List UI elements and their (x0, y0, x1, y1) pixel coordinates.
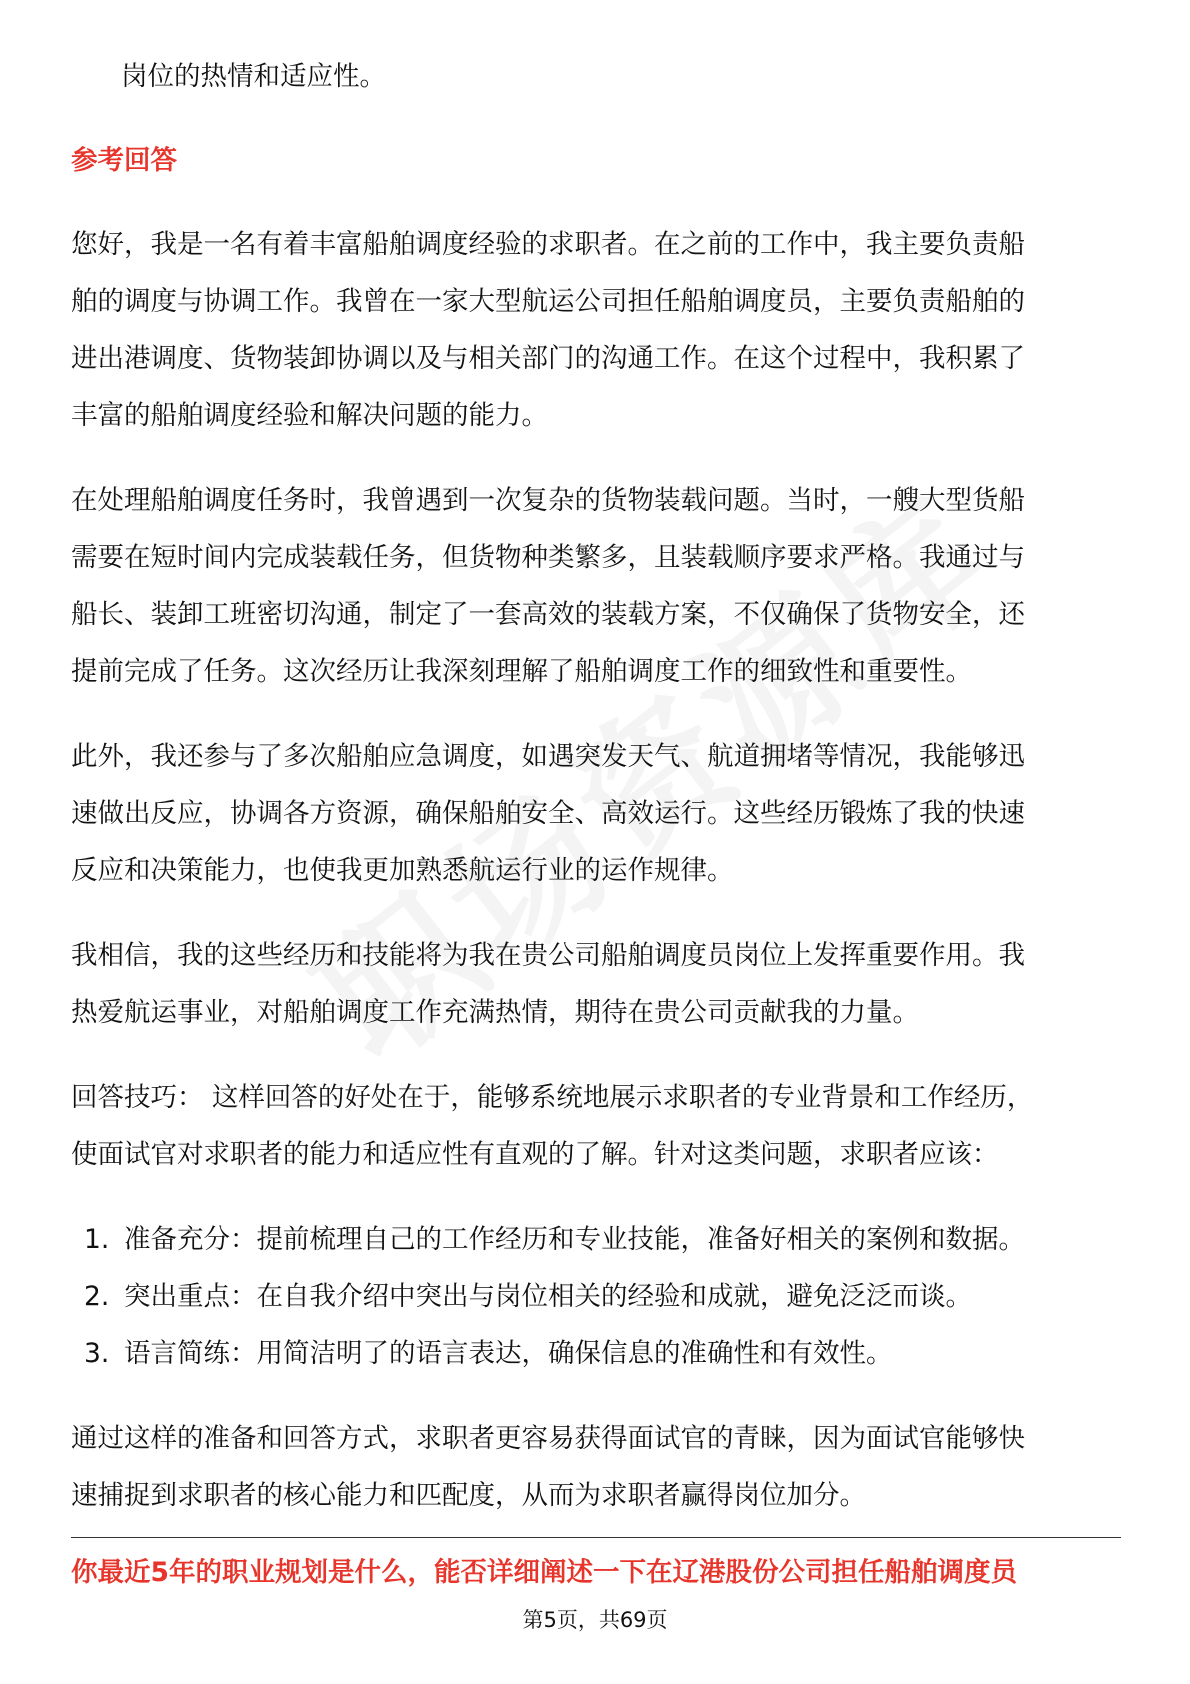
intro-continuation: 岗位的热情和适应性。 (121, 61, 386, 92)
page-number: 第5页，共69页 (522, 1608, 668, 1632)
paragraph-line: 提前完成了任务。这次经历让我深刻理解了船舶调度工作的细致性和重要性。 (71, 656, 972, 687)
paragraph-line: 船长、装卸工班密切沟通，制定了一套高效的装载方案，不仅确保了货物安全，还 (71, 599, 1025, 630)
list-item-number: 2. (84, 1281, 110, 1312)
paragraph-line: 反应和决策能力，也使我更加熟悉航运行业的运作规律。 (71, 855, 734, 886)
paragraph-line: 此外，我还参与了多次船舶应急调度，如遇突发天气、航道拥堵等情况，我能够迅 (71, 741, 1025, 772)
list-item (71, 1211, 1121, 1268)
list-item (71, 1325, 1121, 1382)
next-question-heading: 你最近5年的职业规划是什么，能否详细阐述一下在辽港股份公司担任船舶调度员 (71, 1557, 1017, 1588)
paragraph-line: 回答技巧： 这样回答的好处在于，能够系统地展示求职者的专业背景和工作经历， (71, 1082, 1034, 1113)
answer-tips-paragraph (71, 1069, 1121, 1183)
paragraph-line: 进出港调度、货物装卸协调以及与相关部门的沟通工作。在这个过程中，我积累了 (71, 343, 1025, 374)
answer-heading: 参考回答 (71, 145, 177, 176)
tips-list (71, 1211, 1121, 1382)
paragraph-line: 通过这样的准备和回答方式，求职者更容易获得面试官的青睐，因为面试官能够快 (71, 1423, 1025, 1454)
answer-paragraph-1 (71, 216, 1121, 444)
list-item-text: 突出重点：在自我介绍中突出与岗位相关的经验和成就，避免泛泛而谈。 (124, 1281, 972, 1312)
answer-paragraph-4 (71, 927, 1121, 1041)
list-item (71, 1268, 1121, 1325)
paragraph-line: 我相信，我的这些经历和技能将为我在贵公司船舶调度员岗位上发挥重要作用。我 (71, 940, 1025, 971)
paragraph-line: 速做出反应，协调各方资源，确保船舶安全、高效运行。这些经历锻炼了我的快速 (71, 798, 1025, 829)
paragraph-line: 速捕捉到求职者的核心能力和匹配度，从而为求职者赢得岗位加分。 (71, 1480, 866, 1511)
list-item-text: 准备充分：提前梳理自己的工作经历和专业技能，准备好相关的案例和数据。 (124, 1224, 1025, 1255)
paragraph-line: 舶的调度与协调工作。我曾在一家大型航运公司担任船舶调度员，主要负责船舶的 (71, 286, 1025, 317)
page-content (71, 48, 1121, 1524)
closing-paragraph (71, 1410, 1121, 1524)
list-item-number: 1. (84, 1224, 110, 1255)
list-item-number: 3. (84, 1338, 110, 1369)
list-item-text: 语言简练：用简洁明了的语言表达，确保信息的准确性和有效性。 (124, 1338, 893, 1369)
paragraph-line: 丰富的船舶调度经验和解决问题的能力。 (71, 400, 548, 431)
paragraph-line: 您好，我是一名有着丰富船舶调度经验的求职者。在之前的工作中，我主要负责船 (71, 229, 1025, 260)
paragraph-line: 使面试官对求职者的能力和适应性有直观的了解。针对这类问题，求职者应该： (71, 1139, 999, 1170)
section-divider (71, 1537, 1121, 1538)
paragraph-line: 热爱航运事业，对船舶调度工作充满热情，期待在贵公司贡献我的力量。 (71, 997, 919, 1028)
answer-paragraph-2 (71, 472, 1121, 700)
answer-paragraph-3 (71, 728, 1121, 899)
paragraph-line: 在处理船舶调度任务时，我曾遇到一次复杂的货物装载问题。当时，一艘大型货船 (71, 485, 1025, 516)
paragraph-line: 需要在短时间内完成装载任务，但货物种类繁多，且装载顺序要求严格。我通过与 (71, 542, 1025, 573)
